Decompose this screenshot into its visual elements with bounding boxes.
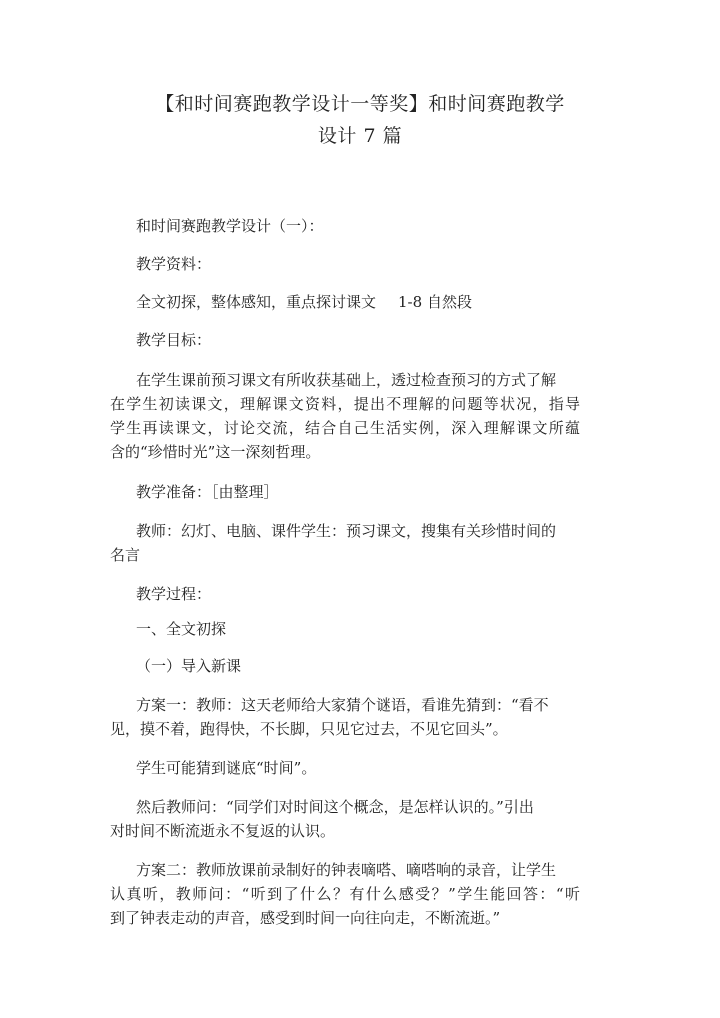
goal-line: 含的“珍惜时光”这一深刻哲理。: [110, 443, 321, 461]
material-text: 全文初探，整体感知，重点探讨课文: [136, 293, 377, 311]
goal-line: 在学生初读课文，理解课文资料，提出不理解的问题等状况，指导: [110, 395, 580, 413]
material-range: 1-8 自然段: [398, 293, 472, 311]
preparation-line: 名言: [110, 546, 141, 564]
label-teaching-preparation: 教学准备：［由整理］: [136, 483, 279, 501]
goal-line: 学生再读课文，讨论交流，结合自己生活实例，深入理解课文所蕴: [110, 419, 580, 437]
label-teaching-process: 教学过程：: [136, 585, 212, 603]
section-heading: 和时间赛跑教学设计（一）：: [136, 217, 324, 235]
goal-line: 在学生课前预习课文有所收获基础上，透过检查预习的方式了解: [136, 371, 557, 389]
label-teaching-goal: 教学目标：: [136, 331, 212, 349]
document-title-line-2: 设计 7 篇: [317, 125, 403, 147]
plan-one-line: 见，摸不着，跑得快，不长脚，只见它过去，不见它回头”。: [110, 720, 508, 738]
subheading-part-one: 一、全文初探: [136, 620, 227, 638]
plan-two-line: 方案二：教师放课前录制好的钟表嘀嗒、嘀嗒响的录音，让学生: [136, 861, 557, 879]
subheading-intro: （一）导入新课: [136, 657, 242, 675]
teacher-question-line: 对时间不断流逝永不复返的认识。: [110, 822, 336, 840]
paragraph-material: [136, 290, 472, 314]
document-title-line-1: 【和时间赛跑教学设计一等奖】和时间赛跑教学: [155, 93, 565, 115]
plan-two-line: 认真听，教师问：“听到了什么？有什么感受？”学生能回答：“听: [110, 885, 580, 903]
plan-one-line: 方案一：教师：这天老师给大家猜个谜语，看谁先猜到：“看不: [136, 696, 549, 714]
plan-two-line: 到了钟表走动的声音，感受到时间一向往向走，不断流逝。”: [110, 909, 501, 927]
preparation-line: 教师：幻灯、电脑、课件学生：预习课文，搜集有关珍惜时间的: [136, 522, 557, 540]
label-teaching-material: 教学资料：: [136, 255, 212, 273]
paragraph-answer: 学生可能猜到谜底“时间”。: [136, 759, 317, 777]
teacher-question-line: 然后教师问：“同学们对时间这个概念，是怎样认识的。”引出: [136, 798, 534, 816]
